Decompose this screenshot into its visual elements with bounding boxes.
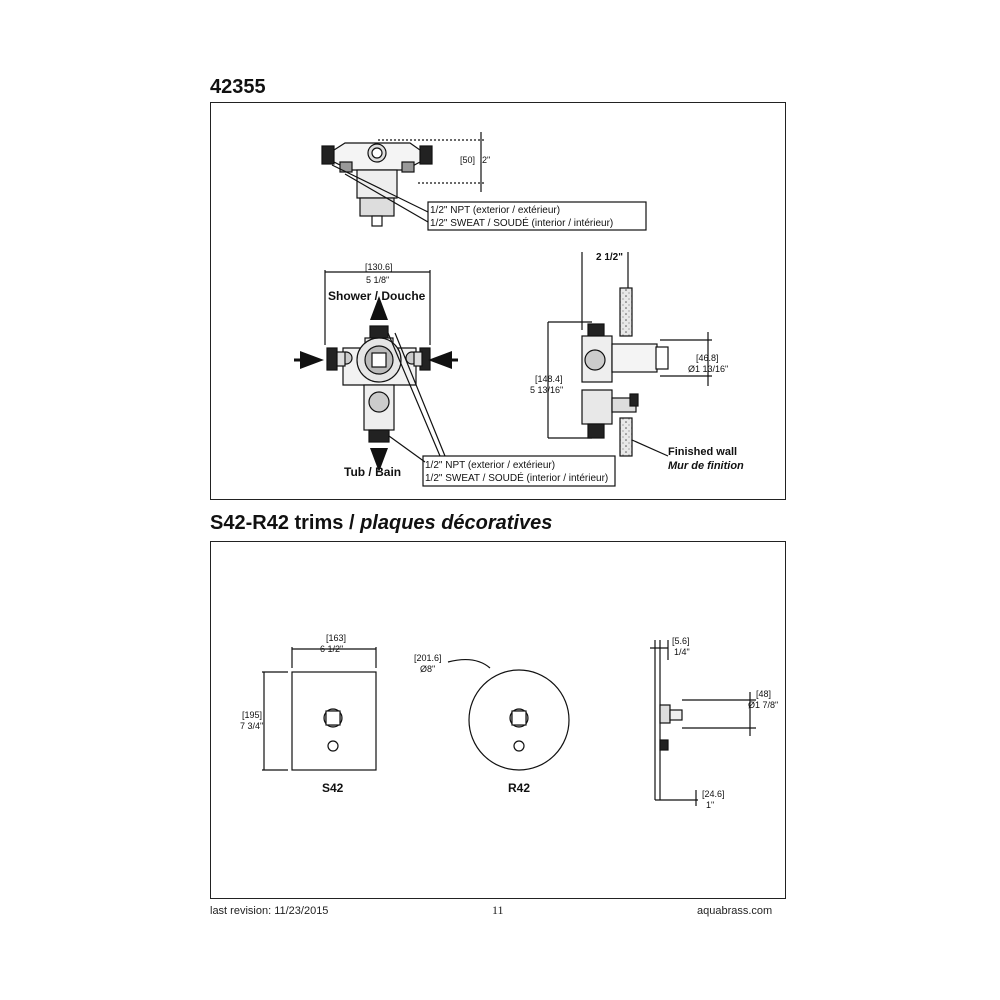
finished-wall-label: Finished wall (668, 446, 738, 458)
model-number-title: 42355 (210, 76, 266, 98)
s42-square-trim (262, 647, 376, 770)
side-dim-diam-in: Ø1 13/16" (688, 364, 729, 374)
valve-side-view (548, 252, 712, 456)
top-callout-line1: 1/2" NPT (exterior / extérieur) (430, 205, 561, 216)
front-callout-line1: 1/2" NPT (exterior / extérieur) (425, 460, 556, 471)
trim-depth-in: 1" (706, 800, 715, 810)
r42-round-trim (448, 660, 569, 770)
side-dim-height-in: 5 13/16" (530, 385, 564, 395)
trim-diam-in: Ø1 7/8" (748, 700, 779, 710)
front-callout-line2: 1/2" SWEAT / SOUDÉ (interior / intérieur) (425, 473, 609, 484)
trim-thick-mm: [5.6] (672, 636, 690, 646)
side-dim-height-mm: [148.4] (535, 374, 563, 384)
trim-diam-mm: [48] (756, 689, 772, 699)
front-dim-width-in: 5 1/8" (366, 275, 390, 285)
r42-diam-mm: [201.6] (414, 653, 442, 663)
tub-outlet-label: Tub / Bain (344, 465, 402, 479)
front-dim-width-mm: [130.6] (365, 262, 393, 272)
s42-label: S42 (322, 781, 344, 795)
s42-height-mm: [195] (242, 710, 263, 720)
page-number: 11 (492, 903, 504, 917)
website-text: aquabrass.com (697, 905, 773, 917)
trims-title-italic: plaques décoratives (360, 512, 553, 534)
top-dim-height-mm: [50] (460, 155, 476, 165)
s42-width-mm: [163] (326, 633, 347, 643)
mur-de-finition-label: Mur de finition (668, 460, 744, 472)
shower-outlet-label: Shower / Douche (328, 289, 426, 303)
trim-side-profile (650, 640, 756, 806)
last-revision-text: last revision: 11/23/2015 (210, 905, 329, 917)
trim-thick-in: 1/4" (674, 647, 690, 657)
s42-height-in: 7 3/4" (240, 721, 264, 731)
r42-diam-in: Ø8" (420, 664, 436, 674)
s42-width-in: 6 1/2" (320, 644, 344, 654)
top-dim-height-in: 2" (482, 155, 491, 165)
side-dim-diam-mm: [46.8] (696, 353, 719, 363)
r42-label: R42 (508, 781, 531, 795)
top-callout-line2: 1/2" SWEAT / SOUDÉ (interior / intérieur) (430, 218, 614, 229)
side-dim-depth: 2 1/2" (596, 252, 623, 263)
trim-depth-mm: [24.6] (702, 789, 725, 799)
trims-title-main: S42-R42 trims / (210, 512, 361, 534)
